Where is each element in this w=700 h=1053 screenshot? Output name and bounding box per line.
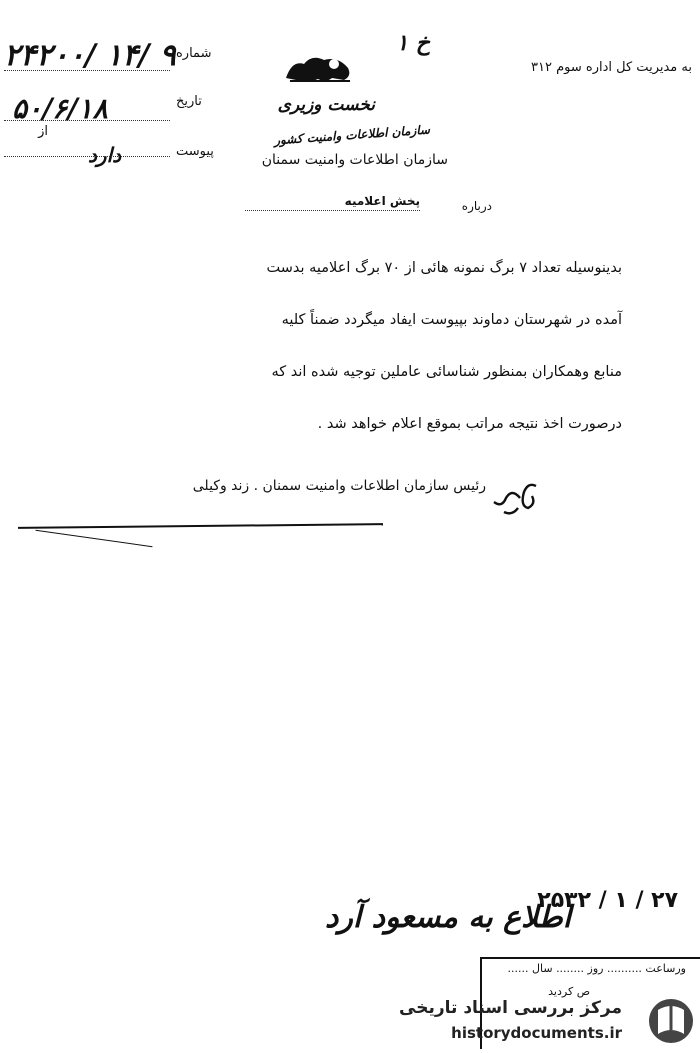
attachment-label: پیوست [176, 144, 214, 159]
subject-value: پخش اعلامیه [344, 194, 420, 208]
stamp-line: ص کردید [548, 985, 590, 998]
number-dotted-line [4, 70, 170, 71]
lion-and-sun-emblem-icon [282, 50, 354, 86]
body-line: درصورت اخذ نتیجه مراتب بموقع اعلام خواهد شد . [317, 416, 622, 432]
date-label: تاریخ [176, 94, 202, 109]
body-line: منابع وهمکاران بمنظور شناسائی عاملین توجیه شده اند که [271, 364, 622, 380]
pm-office-label: نخست وزیری [277, 95, 375, 115]
date-value: ۵۰/۶/۱۸ [12, 92, 108, 125]
signer-title: رئیس سازمان اطلاعات وامنیت سمنان . زند وکیلی [192, 478, 486, 494]
body-line: بدینوسیله تعداد ۷ برگ نمونه هائی از ۷۰ برگ اعلامیه بدست [266, 260, 622, 276]
letter-body [62, 242, 622, 450]
letter-reference-handwritten: خ ۱ [396, 30, 430, 56]
from-value: سازمان اطلاعات وامنیت سمنان [261, 152, 448, 168]
subject-label: درباره [461, 199, 492, 213]
number-value: ۲۴۲۰۰/ ۱۴/ ۹ [4, 38, 176, 73]
body-line: آمده در شهرستان دماوند بپیوست ایفاد میگردد ضمناً کلیه [281, 312, 622, 328]
watermark-text: مرکز بررسی اسناد تاریخی [399, 998, 622, 1018]
organization-script: سازمان اطلاعات وامنیت کشور [273, 122, 431, 148]
from-label: از [38, 124, 48, 139]
handwritten-note: اطلاع به مسعود آرد [325, 900, 572, 935]
signature-underline [18, 523, 383, 529]
attachment-value: دارد [88, 143, 122, 167]
number-label: شماره [176, 46, 212, 61]
recipient-line: به مدیریت کل اداره سوم ۳۱۲ [531, 60, 692, 75]
archive-center-logo-icon [646, 996, 696, 1046]
watermark-url: historydocuments.ir [451, 1024, 622, 1042]
subject-dotted-line [245, 210, 420, 211]
stamp-line: ورساعت .......... روز ........ سال ...... [507, 962, 686, 975]
document-number: ۲۵۳۲ / ۱ / ۲۷ [537, 888, 678, 913]
date-dotted-line [4, 120, 170, 121]
signature-underline-stroke [36, 530, 153, 547]
signature-mark [484, 478, 544, 518]
attachment-dotted-line [4, 156, 170, 157]
